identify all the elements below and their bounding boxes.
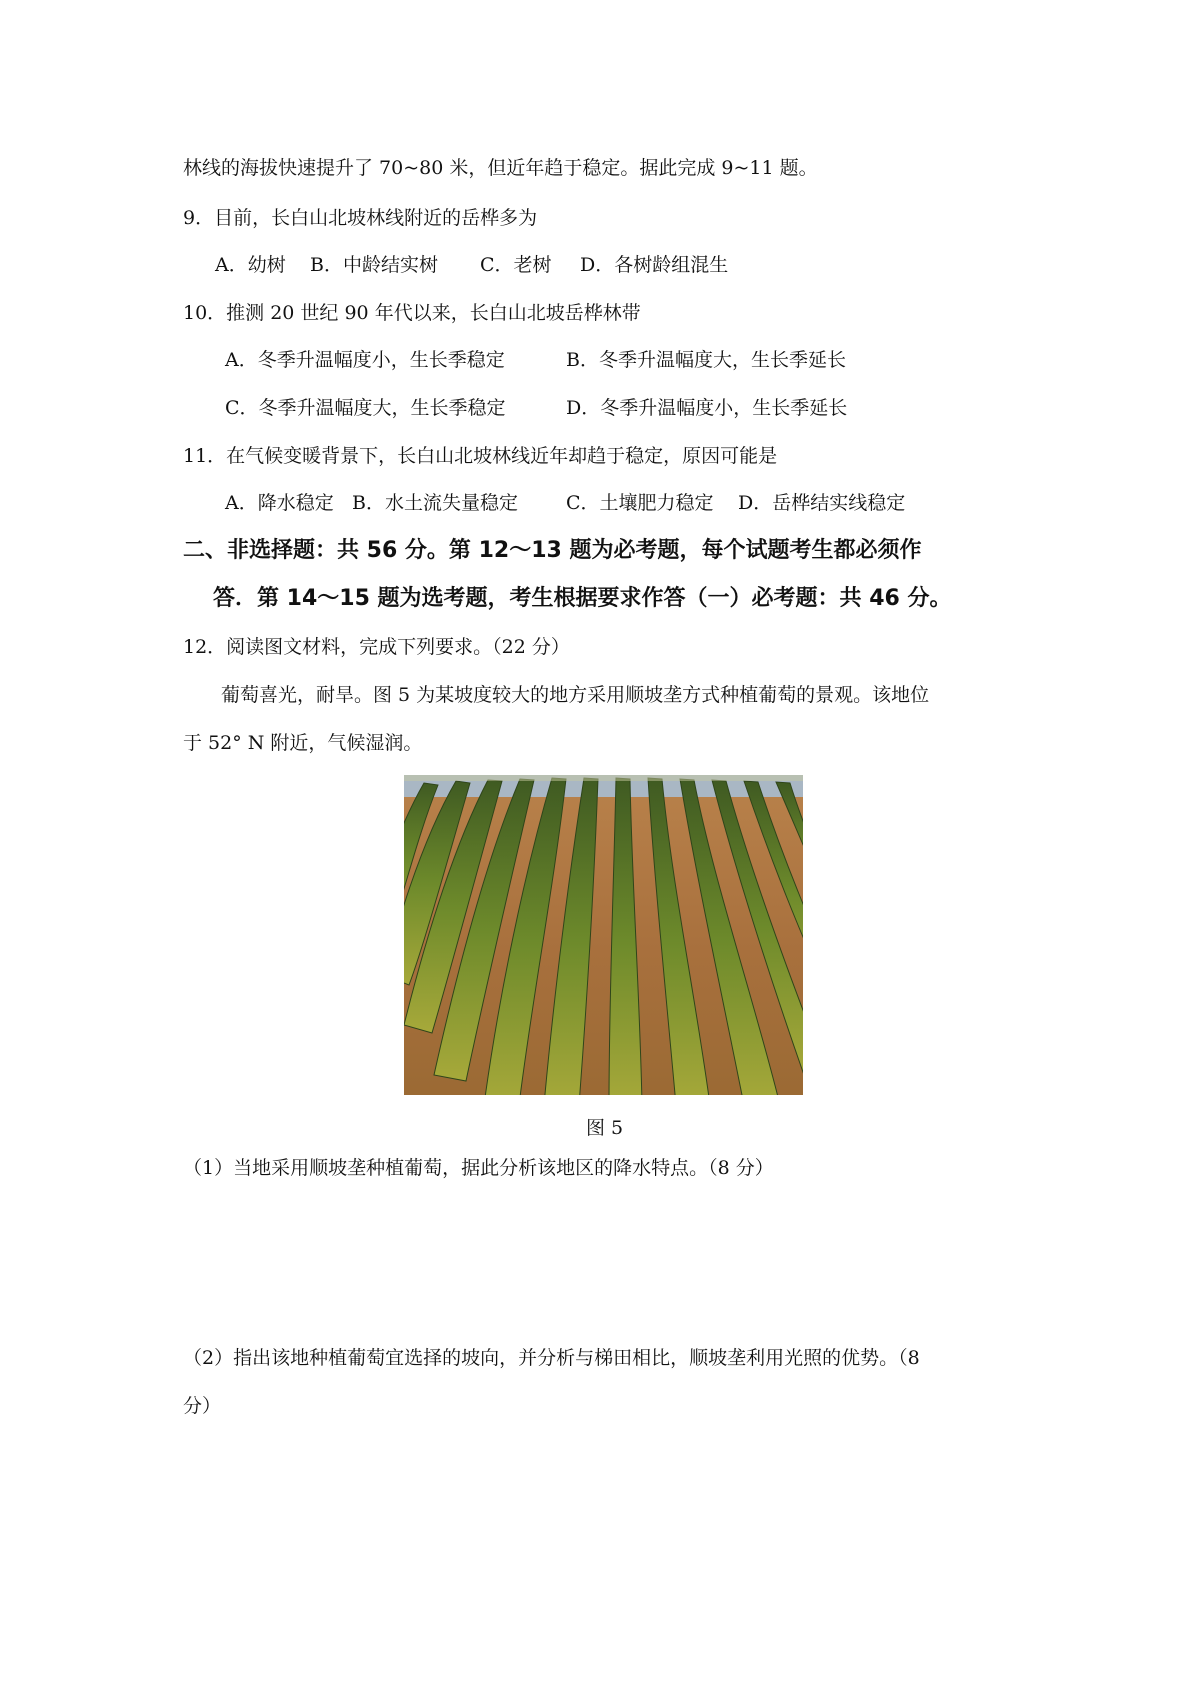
vineyard-photo bbox=[404, 775, 803, 1095]
section2-heading-line1: 二、非选择题：共 56 分。第 12～13 题为必考题，每个试题考生都必须作 bbox=[183, 538, 922, 563]
q11-option-a: A．降水稳定 bbox=[225, 492, 334, 514]
q11-option-d: D．岳桦结实线稳定 bbox=[738, 492, 906, 514]
q10-option-a: A．冬季升温幅度小，生长季稳定 bbox=[225, 349, 505, 371]
figure-caption: 图 5 bbox=[586, 1117, 624, 1139]
q9-option-d: D．各树龄组混生 bbox=[580, 254, 729, 276]
q9-option-a: A．幼树 bbox=[215, 254, 286, 276]
q11-option-b: B．水土流失量稳定 bbox=[352, 492, 518, 514]
q9-stem: 9．目前，长白山北坡林线附近的岳桦多为 bbox=[183, 207, 538, 229]
q12-sub2-line1: （2）指出该地种植葡萄宜选择的坡向，并分析与梯田相比，顺坡垄利用光照的优势。（8 bbox=[183, 1347, 920, 1369]
q10-option-c: C．冬季升温幅度大，生长季稳定 bbox=[225, 397, 506, 419]
q9-option-b: B．中龄结实树 bbox=[310, 254, 438, 276]
q12-stem: 12．阅读图文材料，完成下列要求。（22 分） bbox=[183, 636, 570, 658]
q10-stem: 10．推测 20 世纪 90 年代以来，长白山北坡岳桦林带 bbox=[183, 302, 641, 324]
q10-option-b: B．冬季升温幅度大，生长季延长 bbox=[566, 349, 846, 371]
q11-option-c: C．土壤肥力稳定 bbox=[566, 492, 714, 514]
q9-option-c: C．老树 bbox=[480, 254, 552, 276]
intro-text: 林线的海拔快速提升了 70~80 米，但近年趋于稳定。据此完成 9~11 题。 bbox=[183, 157, 818, 179]
section2-heading-line2: 答．第 14～15 题为选考题，考生根据要求作答（一）必考题：共 46 分。 bbox=[213, 586, 952, 611]
q12-sub1: （1）当地采用顺坡垄种植葡萄，据此分析该地区的降水特点。（8 分） bbox=[183, 1157, 774, 1179]
q12-material-line2: 于 52° N 附近，气候湿润。 bbox=[183, 732, 423, 754]
q11-stem: 11．在气候变暖背景下，长白山北坡林线近年却趋于稳定，原因可能是 bbox=[183, 445, 778, 467]
q12-material-line1: 葡萄喜光，耐旱。图 5 为某坡度较大的地方采用顺坡垄方式种植葡萄的景观。该地位 bbox=[221, 684, 930, 706]
q10-option-d: D．冬季升温幅度小，生长季延长 bbox=[566, 397, 848, 419]
q12-sub2-line2: 分） bbox=[183, 1395, 222, 1417]
